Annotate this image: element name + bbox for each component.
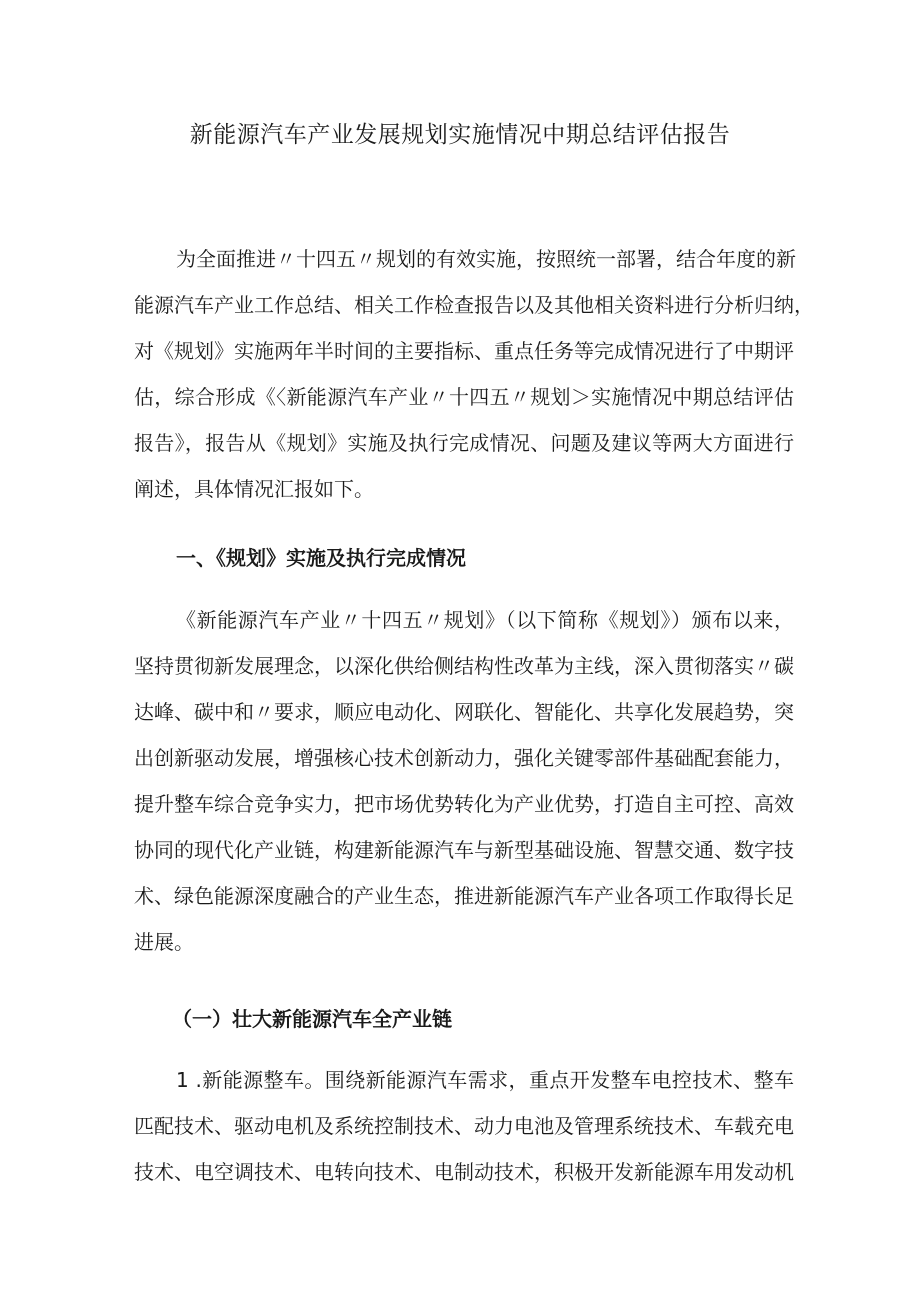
section1-line-4: 出创新驱动发展，增强核心技术创新动力，强化关键零部件基础配套能力， — [134, 746, 794, 770]
section1-line-7: 术、绿色能源深度融合的产业生态，推进新能源汽车产业各项工作取得长足 — [134, 884, 794, 908]
intro-line-2: 能源汽车产业工作总结、相关工作检查报告以及其他相关资料进行分析归纳， — [134, 293, 814, 317]
section1-paragraph — [134, 597, 794, 965]
section1-line-2: 坚持贯彻新发展理念，以深化供给侧结构性改革为主线，深入贯彻落实〃碳 — [134, 654, 794, 678]
item1-line-1: 1 .新能源整车。围绕新能源汽车需求，重点开发整车电控技术、整车 — [176, 1068, 794, 1092]
intro-line-4: 估，综合形成《〈新能源汽车产业〃十四五〃规划＞实施情况中期总结评估 — [134, 385, 794, 409]
section1-line-3: 达峰、碳中和〃要求，顺应电动化、网联化、智能化、共享化发展趋势，突 — [134, 700, 794, 724]
item1-line-2: 匹配技术、驱动电机及系统控制技术、动力电池及管理系统技术、车载充电 — [134, 1114, 794, 1138]
section1-line-6: 协同的现代化产业链，构建新能源汽车与新型基础设施、智慧交通、数字技 — [134, 838, 794, 862]
intro-line-5: 报告》，报告从《规划》实施及执行完成情况、问题及建议等两大方面进行 — [134, 431, 794, 455]
section1-line-1: 《新能源汽车产业〃十四五〃规划》（以下简称《规划》）颁布以来， — [176, 608, 794, 632]
intro-line-6: 阐述，具体情况汇报如下。 — [134, 477, 374, 501]
document-title: 新能源汽车产业发展规划实施情况中期总结评估报告 — [189, 122, 731, 148]
section1-line-8: 进展。 — [134, 930, 194, 954]
section1-line-5: 提升整车综合竞争实力，把市场优势转化为产业优势，打造自主可控、高效 — [134, 792, 794, 816]
item1-line-3: 技术、电空调技术、电转向技术、电制动技术，积极开发新能源车用发动机 — [134, 1160, 794, 1184]
item1-paragraph — [134, 1057, 794, 1195]
intro-paragraph — [134, 236, 814, 512]
intro-line-3: 对《规划》实施两年半时间的主要指标、重点任务等完成情况进行了中期评 — [134, 339, 794, 363]
intro-line-1: 为全面推进〃十四五〃规划的有效实施，按照统一部署，结合年度的新 — [176, 247, 796, 271]
section1-heading: 一、《规划》实施及执行完成情况 — [176, 546, 466, 570]
subsection1-heading: （一）壮大新能源汽车全产业链 — [172, 1007, 452, 1031]
